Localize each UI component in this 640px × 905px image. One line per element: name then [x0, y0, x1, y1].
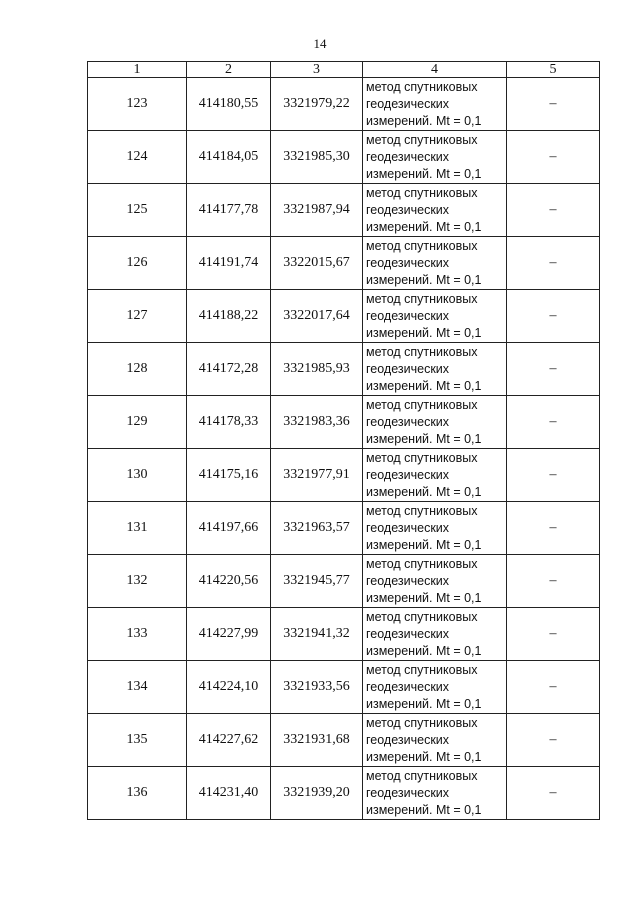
- method-line: метод спутниковых: [366, 556, 478, 571]
- note-cell: –: [507, 449, 600, 502]
- table-header: [88, 62, 600, 78]
- method-line: геодезических: [366, 573, 450, 588]
- method-cell: [363, 184, 507, 237]
- note-cell: –: [507, 767, 600, 820]
- y-coordinate-cell: 3322017,64: [271, 290, 363, 343]
- point-number-cell: 133: [88, 608, 187, 661]
- method-line: метод спутниковых: [366, 79, 478, 94]
- table-row: [88, 78, 600, 131]
- point-number-cell: 131: [88, 502, 187, 555]
- x-coordinate-cell: 414172,28: [187, 343, 271, 396]
- x-coordinate-cell: 414184,05: [187, 131, 271, 184]
- method-cell: [363, 396, 507, 449]
- table-row: [88, 767, 600, 820]
- method-line: геодезических: [366, 467, 450, 482]
- header-row: [88, 62, 600, 78]
- x-coordinate-cell: 414188,22: [187, 290, 271, 343]
- y-coordinate-cell: 3321933,56: [271, 661, 363, 714]
- method-line: метод спутниковых: [366, 503, 478, 518]
- method-line: геодезических: [366, 149, 450, 164]
- x-coordinate-cell: 414227,99: [187, 608, 271, 661]
- method-cell: [363, 767, 507, 820]
- y-coordinate-cell: 3321985,30: [271, 131, 363, 184]
- note-cell: –: [507, 661, 600, 714]
- table-body: [88, 78, 600, 820]
- method-line: геодезических: [366, 308, 450, 323]
- method-cell: [363, 661, 507, 714]
- point-number-cell: 126: [88, 237, 187, 290]
- note-cell: –: [507, 502, 600, 555]
- table-row: [88, 555, 600, 608]
- point-number-cell: 132: [88, 555, 187, 608]
- point-number-cell: 123: [88, 78, 187, 131]
- point-number-cell: 130: [88, 449, 187, 502]
- x-coordinate-cell: 414224,10: [187, 661, 271, 714]
- note-cell: –: [507, 343, 600, 396]
- method-line: геодезических: [366, 255, 450, 270]
- note-cell: –: [507, 290, 600, 343]
- note-cell: –: [507, 608, 600, 661]
- method-cell: [363, 608, 507, 661]
- table-row: [88, 714, 600, 767]
- method-line: измерений. Mt = 0,1: [366, 166, 482, 181]
- method-cell: [363, 131, 507, 184]
- point-number-cell: 135: [88, 714, 187, 767]
- y-coordinate-cell: 3321987,94: [271, 184, 363, 237]
- method-line: метод спутниковых: [366, 185, 478, 200]
- x-coordinate-cell: 414178,33: [187, 396, 271, 449]
- point-number-cell: 136: [88, 767, 187, 820]
- method-cell: [363, 555, 507, 608]
- x-coordinate-cell: 414227,62: [187, 714, 271, 767]
- method-cell: [363, 78, 507, 131]
- x-coordinate-cell: 414191,74: [187, 237, 271, 290]
- method-line: геодезических: [366, 679, 450, 694]
- method-line: измерений. Mt = 0,1: [366, 272, 482, 287]
- table-row: [88, 343, 600, 396]
- y-coordinate-cell: 3321963,57: [271, 502, 363, 555]
- note-cell: –: [507, 131, 600, 184]
- method-line: измерений. Mt = 0,1: [366, 113, 482, 128]
- y-coordinate-cell: 3321979,22: [271, 78, 363, 131]
- method-line: метод спутниковых: [366, 768, 478, 783]
- header-cell-2: 2: [187, 62, 271, 78]
- method-line: метод спутниковых: [366, 132, 478, 147]
- x-coordinate-cell: 414220,56: [187, 555, 271, 608]
- method-line: геодезических: [366, 414, 450, 429]
- method-line: метод спутниковых: [366, 397, 478, 412]
- table-row: [88, 608, 600, 661]
- table-row: [88, 237, 600, 290]
- x-coordinate-cell: 414175,16: [187, 449, 271, 502]
- note-cell: –: [507, 396, 600, 449]
- method-line: метод спутниковых: [366, 609, 478, 624]
- table-row: [88, 449, 600, 502]
- table-row: [88, 184, 600, 237]
- y-coordinate-cell: 3321985,93: [271, 343, 363, 396]
- method-line: геодезических: [366, 202, 450, 217]
- method-line: измерений. Mt = 0,1: [366, 219, 482, 234]
- header-cell-1: 1: [88, 62, 187, 78]
- method-line: измерений. Mt = 0,1: [366, 696, 482, 711]
- method-line: метод спутниковых: [366, 450, 478, 465]
- point-number-cell: 128: [88, 343, 187, 396]
- method-cell: [363, 714, 507, 767]
- method-line: метод спутниковых: [366, 662, 478, 677]
- note-cell: –: [507, 237, 600, 290]
- y-coordinate-cell: 3321945,77: [271, 555, 363, 608]
- header-cell-5: 5: [507, 62, 600, 78]
- table-row: [88, 396, 600, 449]
- method-line: измерений. Mt = 0,1: [366, 431, 482, 446]
- note-cell: –: [507, 714, 600, 767]
- y-coordinate-cell: 3321977,91: [271, 449, 363, 502]
- method-line: геодезических: [366, 732, 450, 747]
- note-cell: –: [507, 184, 600, 237]
- y-coordinate-cell: 3322015,67: [271, 237, 363, 290]
- x-coordinate-cell: 414197,66: [187, 502, 271, 555]
- method-line: измерений. Mt = 0,1: [366, 325, 482, 340]
- x-coordinate-cell: 414177,78: [187, 184, 271, 237]
- x-coordinate-cell: 414180,55: [187, 78, 271, 131]
- method-cell: [363, 290, 507, 343]
- method-line: измерений. Mt = 0,1: [366, 643, 482, 658]
- method-line: измерений. Mt = 0,1: [366, 537, 482, 552]
- method-line: измерений. Mt = 0,1: [366, 802, 482, 817]
- method-cell: [363, 343, 507, 396]
- method-line: геодезических: [366, 626, 450, 641]
- method-line: измерений. Mt = 0,1: [366, 378, 482, 393]
- method-cell: [363, 237, 507, 290]
- method-line: метод спутниковых: [366, 291, 478, 306]
- y-coordinate-cell: 3321939,20: [271, 767, 363, 820]
- method-line: геодезических: [366, 520, 450, 535]
- point-number-cell: 129: [88, 396, 187, 449]
- table-row: [88, 502, 600, 555]
- y-coordinate-cell: 3321931,68: [271, 714, 363, 767]
- method-cell: [363, 502, 507, 555]
- table-row: [88, 661, 600, 714]
- header-cell-3: 3: [271, 62, 363, 78]
- method-line: измерений. Mt = 0,1: [366, 590, 482, 605]
- x-coordinate-cell: 414231,40: [187, 767, 271, 820]
- method-line: геодезических: [366, 361, 450, 376]
- method-line: измерений. Mt = 0,1: [366, 484, 482, 499]
- method-line: геодезических: [366, 96, 450, 111]
- table-row: [88, 131, 600, 184]
- point-number-cell: 127: [88, 290, 187, 343]
- y-coordinate-cell: 3321983,36: [271, 396, 363, 449]
- page-number: 14: [313, 36, 327, 51]
- y-coordinate-cell: 3321941,32: [271, 608, 363, 661]
- method-line: метод спутниковых: [366, 238, 478, 253]
- method-line: геодезических: [366, 785, 450, 800]
- method-line: метод спутниковых: [366, 344, 478, 359]
- table-row: [88, 290, 600, 343]
- method-line: измерений. Mt = 0,1: [366, 749, 482, 764]
- note-cell: –: [507, 555, 600, 608]
- point-number-cell: 125: [88, 184, 187, 237]
- point-number-cell: 134: [88, 661, 187, 714]
- method-line: метод спутниковых: [366, 715, 478, 730]
- header-cell-4: 4: [363, 62, 507, 78]
- note-cell: –: [507, 78, 600, 131]
- method-cell: [363, 449, 507, 502]
- coordinates-table: [87, 61, 600, 820]
- point-number-cell: 124: [88, 131, 187, 184]
